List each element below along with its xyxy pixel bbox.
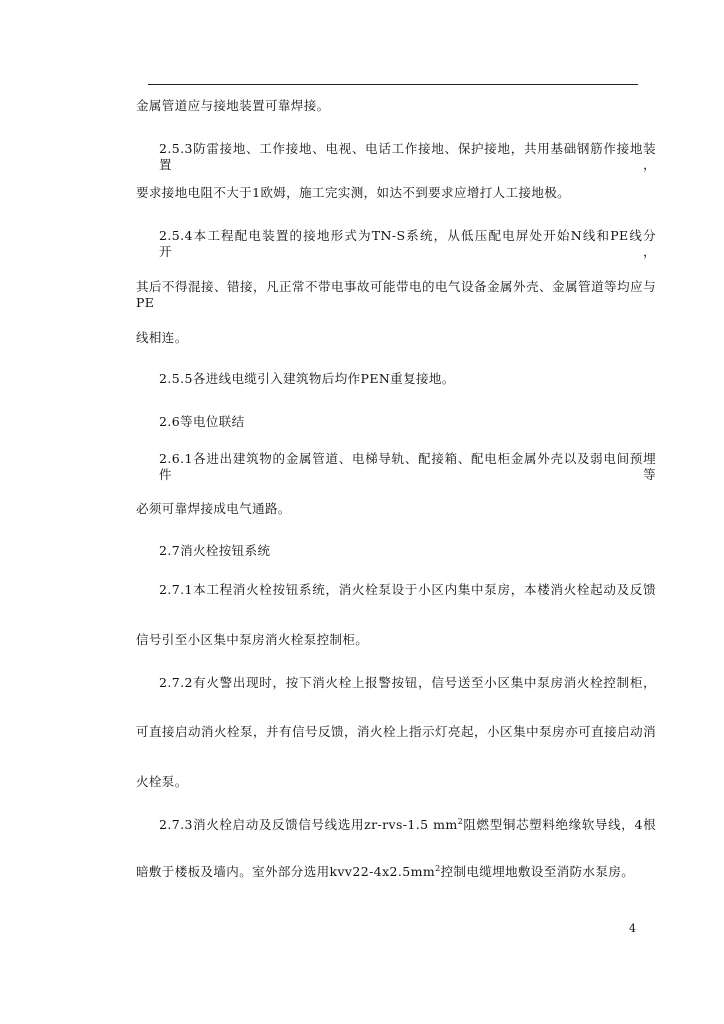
text-line: 暗敷于楼板及墙内。室外部分选用$kvv22-4x2.5mm^2$控制电缆埋地敷设至消防水泵房。 xyxy=(136,863,635,879)
text-line: 2.5.5各进线电缆引入建筑物后均作PEN重复接地。 xyxy=(159,371,455,386)
text-line: 火栓泵。 xyxy=(136,774,188,789)
text-line: 2.6.1各进出建筑物的金属管道、电梯导轨、配接箱、配电柜金属外壳以及弱电间预埋件等 xyxy=(159,451,656,482)
text-line: 2.7.1本工程消火栓按钮系统，消火栓泵设于小区内集中泵房，本楼消火栓起动及反馈 xyxy=(159,582,656,597)
text-line: 其后不得混接、错接，凡正常不带电事故可能带电的电气设备金属外壳、金属管道等均应与PE xyxy=(136,279,656,310)
header-rule xyxy=(148,84,638,85)
text-line: 2.5.3防雷接地、工作接地、电视、电话工作接地、保护接地，共用基础钢筋作接地装置， xyxy=(159,141,656,172)
text-line: 2.7.2有火警出现时，按下消火栓上报警按钮，信号送至小区集中泵房消火栓控制柜， xyxy=(159,675,656,690)
text-line: 金属管道应与接地装置可靠焊接。 xyxy=(136,98,330,113)
text-line: 必须可靠焊接成电气通路。 xyxy=(136,501,291,516)
superscript: 2 xyxy=(457,816,464,826)
section-heading: 2.6等电位联结 xyxy=(159,414,245,429)
page-number: 4 xyxy=(629,922,636,935)
text-line: 可直接启动消火栓泵，并有信号反馈，消火栓上指示灯亮起，小区集中泵房亦可直接启动消 xyxy=(136,724,656,739)
text-line: 信号引至小区集中泵房消火栓泵控制柜。 xyxy=(136,632,369,647)
superscript: 2 xyxy=(435,863,441,873)
text-line: 2.7.3消火栓启动及反馈信号线选用zr-rvs-1.5 $mm^2$阻燃型铜芯塑料绝缘软导线，4根 xyxy=(159,816,656,832)
text-line: 要求接地电阻不大于1欧姆，施工完实测，如达不到要求应增打人工接地极。 xyxy=(136,185,571,200)
text-line: 2.5.4本工程配电装置的接地形式为TN-S系统，从低压配电屏处开始N线和PE线分开， xyxy=(159,228,656,259)
section-heading: 2.7消火栓按钮系统 xyxy=(159,543,271,558)
text-line: 线相连。 xyxy=(136,330,188,345)
